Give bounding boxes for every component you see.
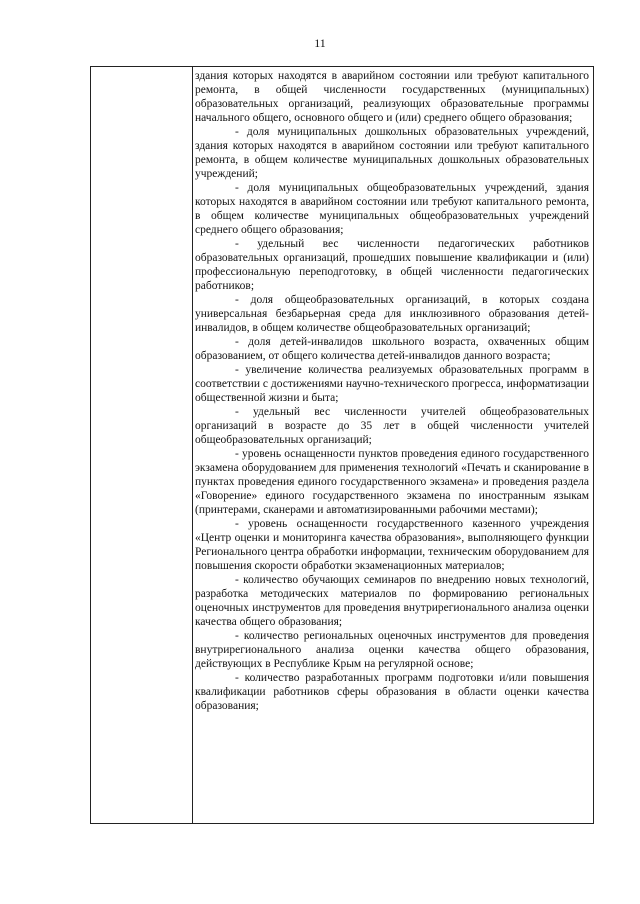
paragraph: - доля детей-инвалидов школьного возраста, охваченных общим образованием, от общего количества детей-инвалидов данного возраста; (195, 336, 589, 362)
paragraph: - доля муниципальных дошкольных образовательных учреждений, здания которых находятся в аварийном состоянии или требуют капитального ремонта, в общем количестве муниципальных дошкольных образовательных учреждений; (195, 126, 589, 180)
paragraph: здания которых находятся в аварийном состоянии или требуют капитального ремонта, в общей численности государственных (муниципальных) образовательных организаций, реализующих образовательные программы начального общего, основного общего и (или) среднего общего образования; (195, 70, 589, 124)
paragraph: - доля общеобразовательных организаций, в которых создана универсальная безбарьерная среда для инклюзивного образования детей-инвалидов, в общем количестве общеобразовательных организаций; (195, 294, 589, 334)
paragraph: - количество обучающих семинаров по внедрению новых технологий, разработка методических материалов по формированию региональных оценочных инструментов для проведения внутрирегионального анализа оценки качества общего образования; (195, 574, 589, 628)
page-number: 11 (314, 36, 326, 50)
document-table (90, 66, 594, 824)
paragraph: - уровень оснащенности пунктов проведения единого государственного экзамена оборудованием для применения технологий «Печать и сканирование в пунктах проведения единого государственного экзамена» и проведения раздела «Говорение» единого государственного экзамена по иностранным языкам (принтерами, сканерами и автоматизированными рабочими местами); (195, 448, 589, 516)
table-right-column (195, 69, 589, 713)
paragraph: - количество региональных оценочных инструментов для проведения внутрирегионального анализа оценки качества общего образования, действующих в Республике Крым на регулярной основе; (195, 630, 589, 670)
paragraph: - количество разработанных программ подготовки и/или повышения квалификации работников сферы образования в области оценки качества образования; (195, 672, 589, 712)
paragraph: - доля муниципальных общеобразовательных учреждений, здания которых находятся в аварийном состоянии или требуют капитального ремонта, в общем количестве муниципальных общеобразовательных учреждений среднего общего образования; (195, 182, 589, 236)
table-left-column (91, 67, 193, 823)
paragraph: - удельный вес численности учителей общеобразовательных организаций в возрасте до 35 лет в общей численности учителей общеобразовательных организаций; (195, 406, 589, 446)
paragraph: - уровень оснащенности государственного казенного учреждения «Центр оценки и мониторинга качества образования», выполняющего функции Регионального центра обработки информации, техническим оборудованием для повышения скорости обработки экзаменационных материалов; (195, 518, 589, 572)
paragraph: - увеличение количества реализуемых образовательных программ в соответствии с достижениями научно-технического прогресса, информатизации общественной жизни и быта; (195, 364, 589, 404)
paragraph: - удельный вес численности педагогических работников образовательных организаций, прошедших повышение квалификации и (или) профессиональную переподготовку, в общей численности педагогических работников; (195, 238, 589, 292)
